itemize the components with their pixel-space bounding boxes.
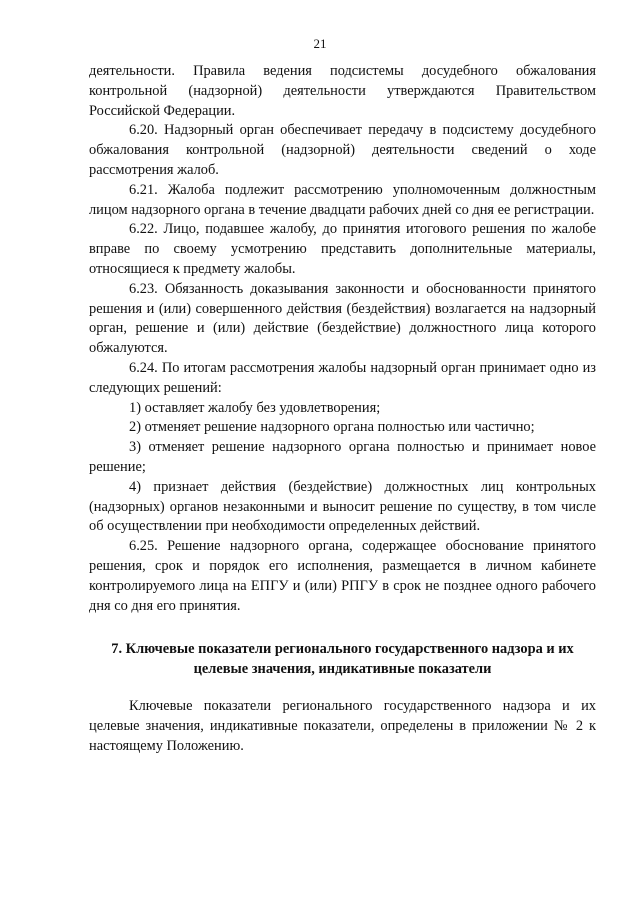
list-item-4: 4) признает действия (бездействие) должностных лиц контрольных (надзорных) органов незаконными и выносит решение по существу, в том числе об осуществлении при необходимости определенных действий. (89, 478, 596, 535)
paragraph-6-21: 6.21. Жалоба подлежит рассмотрению уполномоченным должностным лицом надзорного органа в течение двадцати рабочих дней со дня ее регистрации. (89, 181, 596, 218)
section-7-paragraph: Ключевые показатели регионального государственного надзора и их целевые значения, индикативные показатели, определены в приложении № 2 к настоящему Положению. (89, 698, 596, 754)
section-7-heading: 7. Ключевые показатели регионального государственного надзора и их целевые значения, индикативные показатели (111, 641, 574, 677)
list-item-2: 2) отменяет решение надзорного органа полностью или частично; (129, 419, 535, 436)
paragraph-6-23: 6.23. Обязанность доказывания законности и обоснованности принятого решения и (или) совершенного действия (бездействия) возлагается на надзорный орган, решение и (или) действие (бездействие) должностного лица которого обжалуются. (89, 280, 596, 357)
paragraph-6-22: 6.22. Лицо, подавшее жалобу, до принятия итогового решения по жалобе вправе по своему усмотрению представить дополнительные материалы, относящиеся к предмету жалобы. (89, 221, 596, 277)
list-item-3: 3) отменяет решение надзорного органа полностью и принимает новое решение; (89, 439, 596, 475)
paragraph-continuation: деятельности. Правила ведения подсистемы досудебного обжалования контрольной (надзорной) деятельности утверждаются Правительством Российской Федерации. (89, 63, 596, 119)
page-number: 21 (313, 36, 327, 51)
list-item-1: 1) оставляет жалобу без удовлетворения; (129, 399, 381, 416)
paragraph-6-25: 6.25. Решение надзорного органа, содержащее обоснование принятого решения, срок и порядок его исполнения, размещается в личном кабинете контролируемого лица на ЕПГУ и (или) РПГУ в срок не позднее одного рабочего дня со дня его принятия. (89, 538, 596, 614)
paragraph-6-20: 6.20. Надзорный орган обеспечивает передачу в подсистему досудебного обжалования контрольной (надзорной) деятельности сведений о ходе рассмотрения жалоб. (89, 122, 596, 178)
body-text (89, 62, 596, 616)
paragraph-6-24: 6.24. По итогам рассмотрения жалобы надзорный орган принимает одно из следующих решений: (89, 359, 596, 396)
